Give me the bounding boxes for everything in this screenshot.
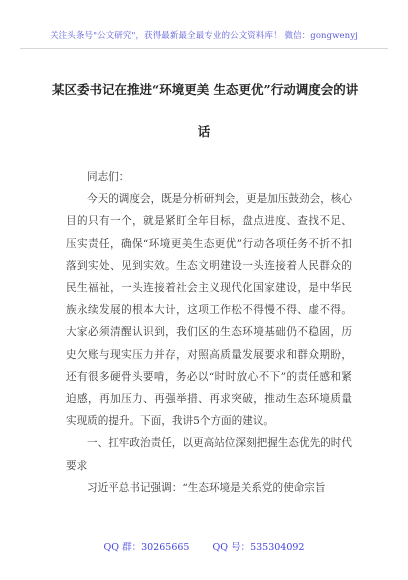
body-paragraph: 习近平总书记强调：“生态环境是关系党的使命宗旨 bbox=[87, 481, 326, 494]
document-title-line2: 话 bbox=[197, 124, 211, 139]
salutation: 同志们： bbox=[87, 171, 130, 183]
document-title-line1: 某区委书记在推进“环境更美 生态更优”行动调度会的讲 bbox=[52, 82, 359, 97]
document-body bbox=[66, 166, 352, 499]
footer-contact bbox=[0, 539, 408, 553]
section-heading: 一、扛牢政治责任，以更高站位深刻把握生态优先的时代要求 bbox=[66, 437, 352, 472]
header-promo-text: 关注头条号"公文研究"，获得最新最全最专业的公文资料库！ 微信：gongwenyj bbox=[50, 31, 358, 41]
header-divider bbox=[20, 48, 388, 49]
footer-qq-group: QQ 群：30265665 bbox=[103, 542, 190, 553]
footer-qq-number: QQ 号：535304092 bbox=[212, 542, 305, 553]
body-paragraph: 今天的调度会，既是分析研判会，更是加压鼓劲会，核心目的只有一个，就是紧盯全年目标，盘点进度、查找不足、压实责任，确保“环境更美生态更优”行动各项任务不折不扣落到实处、见到实效。生态文明建设一头连接着人民群众的民生福祉，一头连接着社会主义现代化国家建设，是中华民族永续发展的根本大计，这项工作松不得慢不得、虚不得。大家必须清醒认识到，我们区的生态环境基础仍不稳固，历史欠账与现实压力并存，对照高质量发展要求和群众期盼，还有很多硬骨头要啃，务必以“时时放心不下”的责任感和紧迫感，再加压力、再强举措、再求突破，推动生态环境质量实现质的提升。下面，我讲5个方面的建议。 bbox=[66, 193, 352, 428]
